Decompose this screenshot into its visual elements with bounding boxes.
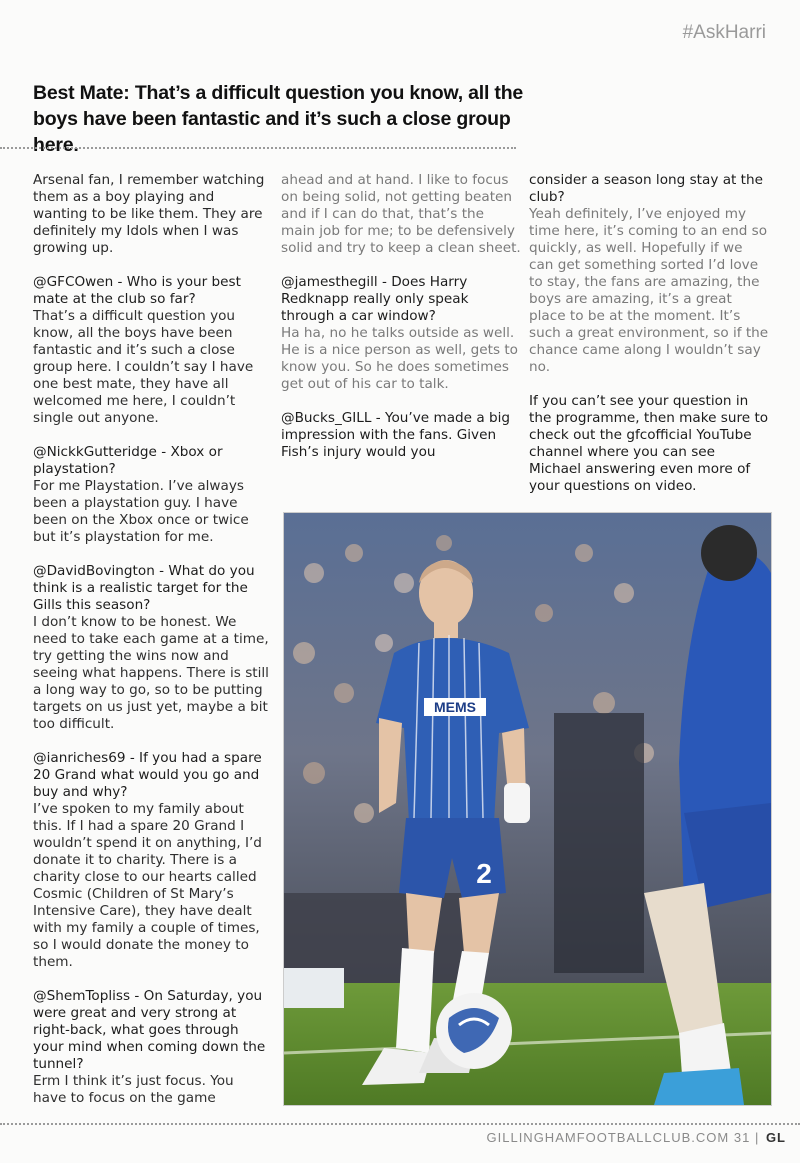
closing-note: If you can’t see your question in the programme, then make sure to check out the gfcofficial YouTube channel where you can see Michael answering even more of your questions on video. xyxy=(529,393,769,494)
answer: That’s a difficult question you know, all the boys have been fantastic and it’s such a close group here. I couldn’t say I have one best mate, they have all welcomed me here, I couldn’t single out anyone. xyxy=(33,308,254,426)
qa-item xyxy=(33,274,271,427)
qa-item xyxy=(281,274,521,393)
footer-divider xyxy=(0,1123,800,1125)
qa-item xyxy=(281,410,521,461)
answer: Erm I think it’s just focus. You have to focus on the game xyxy=(33,1073,234,1106)
question: @DavidBovington - What do you think is a realistic target for the Gills this season? xyxy=(33,563,255,613)
pull-quote-label: Best Mate: xyxy=(33,82,130,104)
answer: For me Playstation. I’ve always been a playstation guy. I have been on the Xbox once or twice but it’s playstation for me. xyxy=(33,478,249,545)
column-2 xyxy=(281,172,521,478)
qa-item xyxy=(33,444,271,546)
answer: Yeah definitely, I’ve enjoyed my time here, it’s coming to an end so quickly, as well. Hopefully if we can get something sorted I’d love to stay, the fans are amazing, the boys are amazing, it’s a great place to be at the moment. It’s such a great environment, so if the chance came along I wouldn’t say no. xyxy=(529,206,769,375)
answer: I don’t know to be honest. We need to take each game at a time, try getting the wins now and seeing what happens. There is still a long way to go, so to be putting targets on us just yet, maybe a bit too difficult. xyxy=(33,614,269,732)
header-divider xyxy=(0,147,516,149)
qa-item xyxy=(33,750,271,971)
qa-item xyxy=(33,563,271,733)
page-number: 31 xyxy=(733,1130,751,1145)
column-intro: Arsenal fan, I remember watching them as a boy playing and wanting to be like them. They are definitely my Idols when I was growing up. xyxy=(33,172,265,256)
shirt-number: 2 xyxy=(476,858,492,889)
qa-item xyxy=(33,988,271,1107)
question: @NickkGutteridge - Xbox or playstation? xyxy=(33,444,223,477)
question: @jamesthegill - Does Harry Redknapp really only speak through a car window? xyxy=(281,274,469,324)
qa-item xyxy=(529,172,769,376)
footer: GILLINGHAMFOOTBALLCLUB.COM 31 | GL xyxy=(486,1130,786,1145)
player-photo xyxy=(283,512,772,1106)
shirt-sponsor: MEMS xyxy=(434,699,476,715)
hashtag: #AskHarri xyxy=(682,22,766,43)
question: @GFCOwen - Who is your best mate at the club so far? xyxy=(33,274,241,307)
pull-quote-text: That’s a difficult question you know, all the boys have been fantastic and it’s such a close group here. xyxy=(33,82,524,156)
footer-site: GILLINGHAMFOOTBALLCLUB.COM xyxy=(486,1130,730,1145)
question: @ShemTopliss - On Saturday, you were great and very strong at right-back, what goes through your mind when coming down the tunnel? xyxy=(33,988,266,1072)
answer: Ha ha, no he talks outside as well. He is a nice person as well, gets to know you. So he does sometimes get out of his car to talk. xyxy=(281,325,518,392)
question: @Bucks_GILL - You’ve made a big impression with the fans. Given Fish’s injury would you xyxy=(281,410,511,460)
column-1 xyxy=(33,172,271,1124)
column-3 xyxy=(529,172,769,512)
club-logo-icon: GL xyxy=(765,1130,786,1145)
question: @ianriches69 - If you had a spare 20 Grand what would you go and buy and why? xyxy=(33,750,262,800)
column-intro: ahead and at hand. I like to focus on being solid, not getting beaten and if I can do that, that’s the main job for me; to be defensively solid and try to keep a clean sheet. xyxy=(281,172,521,256)
question: consider a season long stay at the club? xyxy=(529,172,763,205)
answer: I’ve spoken to my family about this. If I had a spare 20 Grand I wouldn’t spend it on anything, I’d donate it to charity. There is a charity close to our hearts called Cosmic (Children of St Mary’s Intensive Care), they have dealt with my family a couple of times, so I would donate the money to them. xyxy=(33,801,262,970)
